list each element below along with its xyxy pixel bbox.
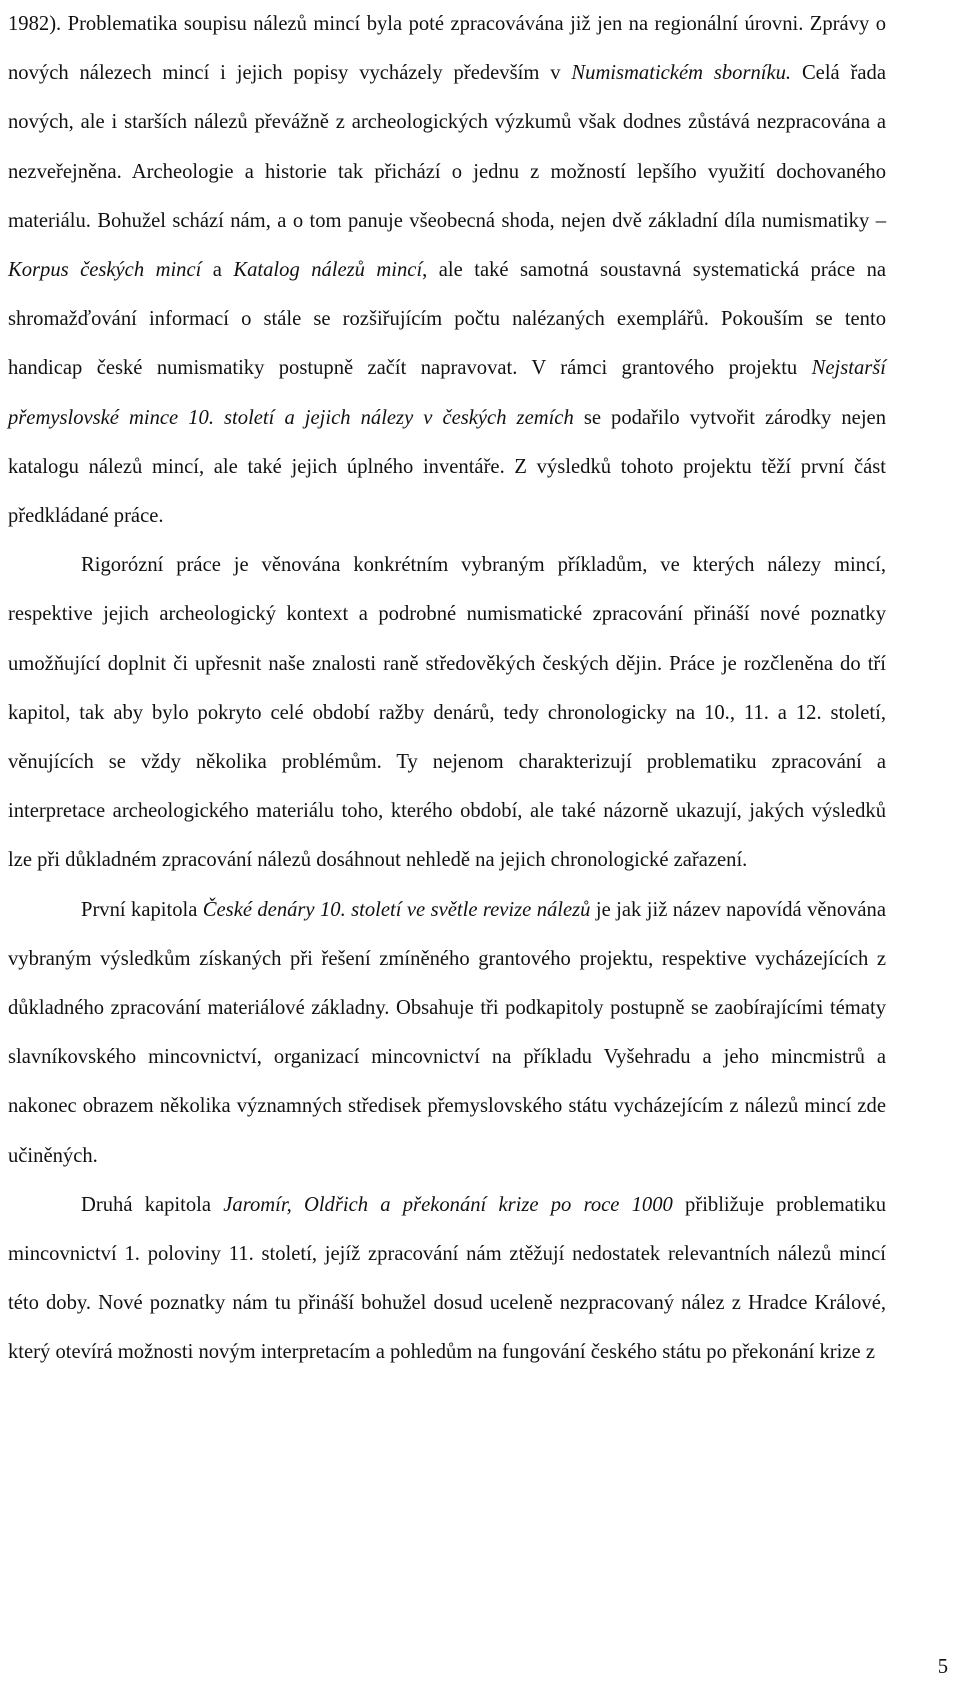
page-number: 5 — [937, 1656, 948, 1678]
text-run: Celá řada nových, ale i starších nálezů převážně z archeologických výzkumů však dodnes zůstává nezpracována a nezveřejněna. Archeologie a historie tak přichází o jednu z možností lepšího využití dochovaného materiálu. Bohužel schází nám, a o tom panuje všeobecná shoda, nejen dvě základní díla numismatiky – — [8, 62, 886, 232]
italic-run: Numismatickém sborníku. — [571, 62, 792, 85]
italic-run: České denáry 10. století ve světle revize nálezů — [202, 898, 591, 921]
italic-run: Korpus českých mincí — [8, 259, 202, 282]
text-run: přibližuje problematiku mincovnictví 1. poloviny 11. století, jejíž zpracování nám ztěžují nedostatek relevantních nálezů mincí této doby. Nové poznatky nám tu přináší bohužel dosud uceleně nezpracovaný nález z Hradce Králové, který otevírá možnosti novým interpretacím a pohledům na fungování českého státu po překonání krize z — [8, 1193, 886, 1364]
text-run: 1982). Problematika soupisu nálezů mincí byla poté zpracovávána již jen na regionální úrovni. Zprávy o nových nálezech mincí i jejich popisy vycházely především v — [8, 13, 886, 85]
paragraph-3 — [8, 886, 886, 1181]
body-text — [8, 0, 886, 1378]
text-run: se podařilo vytvořit zárodky nejen katalogu nálezů mincí, ale také jejich úplného inventáře. Z výsledků tohoto projektu těží první část předkládané práce. — [8, 406, 886, 528]
text-run: je jak již název napovídá věnována vybraným výsledkům získaných při řešení zmíněného grantového projektu, respektive vycházejících z důkladného zpracování materiálové základny. Obsahuje tři podkapitoly postupně se zaobírajícími tématy slavníkovského mincovnictví, organizací mincovnictví na příkladu Vyšehradu a jeho mincmistrů a nakonec obrazem několika významných středisek přemyslovského státu vycházejícím z nálezů mincí zde učiněných. — [8, 898, 886, 1167]
italic-run: Katalog nálezů mincí — [233, 259, 423, 282]
text-run: a — [201, 259, 234, 282]
italic-run: Jaromír, Oldřich a překonání krize po roce 1000 — [223, 1193, 673, 1216]
text-run: Rigorózní práce je věnována konkrétním vybraným příkladům, ve kterých nálezy mincí, respektive jejich archeologický kontext a podrobné numismatické zpracování přináší nové poznatky umožňující doplnit či upřesnit naše znalosti raně středověkých českých dějin. Práce je rozčleněna do tří kapitol, tak aby bylo pokryto celé období ražby denárů, tedy chronologicky na 10., 11. a 12. století, věnujících se vždy několika problémům. Ty nejenom charakterizují problematiku zpracování a interpretace archeologického materiálu toho, kterého období, ale také názorně ukazují, jakých výsledků lze při důkladném zpracování nálezů dosáhnout nehledě na jejich chronologické zařazení. — [8, 554, 886, 872]
text-run: Druhá kapitola — [81, 1193, 224, 1216]
text-run: První kapitola — [81, 898, 203, 921]
text-run: , ale také samotná soustavná systematická práce na shromažďování informací o stále se rozšiřujícím počtu nalézaných exemplářů. Pokouším se tento handicap české numismatiky postupně začít napravovat. V rámci grantového projektu — [8, 259, 887, 380]
italic-run: Nejstarší přemyslovské mince 10. století a jejich nálezy v českých zemích — [8, 357, 886, 429]
paragraph-2 — [8, 541, 886, 885]
paragraph-1 — [8, 0, 886, 541]
paragraph-4 — [8, 1181, 886, 1378]
